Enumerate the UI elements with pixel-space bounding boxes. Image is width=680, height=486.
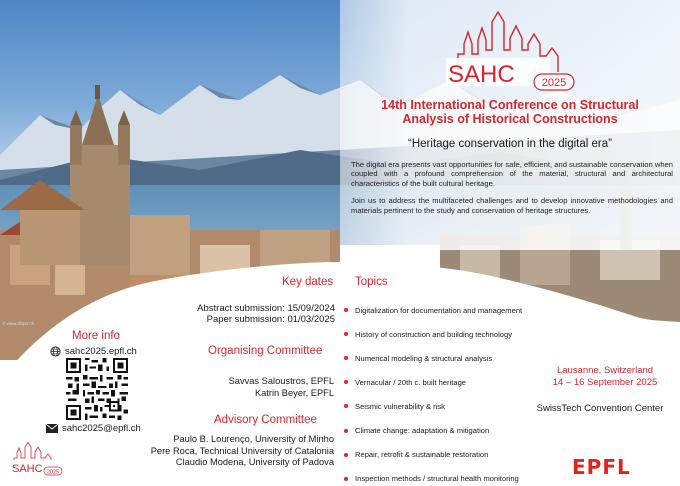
website-link[interactable]: [50, 346, 137, 357]
mail-icon: [46, 424, 58, 433]
advisory-member: Paulo B. Lourenço, University of Minho: [173, 434, 334, 444]
topic-label: Seismic vulnerability & risk: [355, 401, 445, 411]
organising-committee-title: Organising Committee: [208, 345, 323, 357]
photo-credit: © www.dispo.ch: [2, 321, 35, 326]
organising-committee-members: [160, 376, 334, 399]
bullet-icon: [344, 404, 348, 408]
abstract-date: Abstract submission: 15/09/2024: [197, 303, 335, 314]
sahc-logo-small: [8, 442, 64, 478]
organising-member: Savvas Saloustros, EPFL: [228, 376, 334, 386]
more-info-title: More info: [72, 330, 120, 342]
bullet-icon: [344, 356, 348, 360]
topic-item: [344, 322, 564, 346]
topic-item: [344, 443, 564, 467]
topic-item: [344, 418, 564, 442]
topic-item: [344, 298, 564, 322]
tagline: “Heritage conservation in the digital era”: [408, 138, 612, 150]
venue-dates: 14 – 16 September 2025: [552, 377, 658, 388]
topic-label: Vernacular / 20th c. built heritage: [355, 377, 467, 387]
organising-member: Katrin Beyer, EPFL: [254, 387, 334, 398]
bullet-icon: [344, 453, 348, 457]
conference-title: [350, 98, 670, 126]
sahc-logo-year: 2025: [541, 77, 567, 89]
sahc-logo-small-text: SAHC: [12, 463, 43, 475]
conference-title-line2: Analysis of Historical Constructions: [402, 112, 618, 126]
intro-paragraph-1: The digital era presents vast opportunities for safe, efficient, and sustainable conservation when coupled with a profound comprehension of the material, structural and architectural characteristics of the built cultural heritage.: [351, 160, 673, 188]
topic-label: Digitalization for documentation and management: [355, 305, 523, 315]
sahc-logo: [440, 10, 580, 96]
topics-list: [344, 298, 564, 486]
paper-date: Paper submission: 01/03/2025: [206, 314, 335, 325]
topic-label: History of construction and building technology: [355, 329, 513, 339]
venue-place: SwissTech Convention Center: [536, 403, 664, 414]
key-dates-title: Key dates: [282, 276, 334, 288]
globe-icon: [50, 346, 61, 357]
key-dates: [160, 303, 335, 325]
topic-label: Climate change: adaptation & mitigation: [355, 426, 490, 436]
topic-label: Numerical modeling & structural analysis: [355, 353, 493, 363]
bullet-icon: [344, 380, 348, 384]
intro-paragraph-2: Join us to address the multifaceted challenges and to develop innovative methodologies and materials pertinent to the study and conservation of heritage structures.: [351, 196, 673, 215]
epfl-logo: EPFL: [572, 455, 631, 479]
email-link[interactable]: [46, 423, 141, 434]
conference-title-line1: 14th International Conference on Structural: [381, 98, 639, 112]
topic-label: Inspection methods / structural health monitoring: [355, 474, 519, 484]
bullet-icon: [344, 332, 348, 336]
advisory-committee-title: Advisory Committee: [214, 414, 317, 426]
venue-info: [530, 365, 680, 389]
topics-title: Topics: [355, 276, 388, 288]
email-text: sahc2025@epfl.ch: [62, 423, 141, 434]
sahc-logo-small-year: 2025: [46, 469, 60, 476]
bullet-icon: [344, 308, 348, 312]
website-text: sahc2025.epfl.ch: [65, 346, 137, 357]
advisory-committee-members: [100, 434, 334, 469]
bullet-icon: [344, 429, 348, 433]
bullet-icon: [344, 477, 348, 481]
advisory-member: Pere Roca, Technical University of Catalonia: [150, 445, 334, 456]
topic-item: [344, 467, 564, 486]
intro-text: [351, 160, 673, 223]
sahc-logo-text: SAHC: [448, 61, 515, 88]
venue-city: Lausanne, Switzerland: [556, 365, 654, 376]
advisory-member: Claudio Modena, University of Padova: [175, 457, 334, 467]
topic-label: Repair, retrofit & sustainable restoration: [355, 450, 489, 460]
qr-code-icon[interactable]: [66, 358, 128, 420]
